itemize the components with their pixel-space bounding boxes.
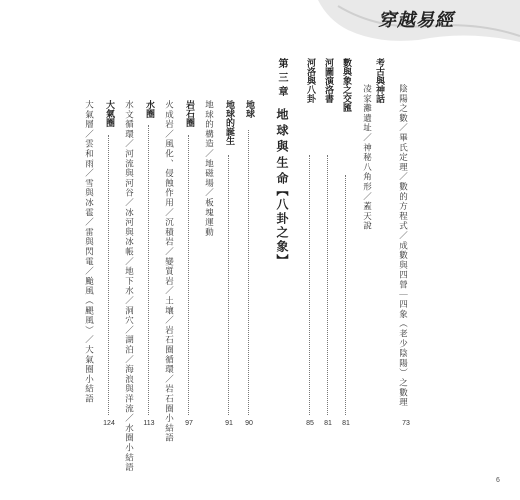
toc-page-number: 91 xyxy=(225,420,233,427)
toc-page-number: 90 xyxy=(245,420,253,427)
leader-dots xyxy=(345,175,346,415)
header-logo-text: 穿越易經 xyxy=(378,10,454,31)
toc-page-number: 124 xyxy=(103,420,115,427)
toc-page-number: 73 xyxy=(402,420,410,427)
toc-heading[interactable]: 河圖演洛書 xyxy=(323,58,333,103)
toc-heading[interactable]: 考古與神話 xyxy=(374,58,384,103)
toc-heading[interactable]: 數與象之交匯 xyxy=(341,58,351,112)
toc-subitems: 地球的構造／地磁場／板塊運動 xyxy=(203,100,214,238)
page-number: 6 xyxy=(496,477,500,484)
toc-page-number: 85 xyxy=(306,420,314,427)
toc-subitems: 凌家灘遺址／神秘八角形／蓋天說 xyxy=(361,84,372,231)
toc-subitems: 大氣層／雲和雨／雪與冰雹／雷與閃電／颱風（颶風）／大氣圈小結語 xyxy=(83,100,94,404)
toc-heading[interactable]: 水圈 xyxy=(144,100,154,118)
leader-dots xyxy=(188,135,189,415)
toc-heading[interactable]: 大氣圈 xyxy=(104,100,114,127)
leader-dots xyxy=(327,155,328,415)
toc-subitems: 水文循環／河流與河谷／冰河與冰帳／地下水／洞穴／湖泊／海浪與洋流／水圈小結語 xyxy=(123,100,134,473)
leader-dots xyxy=(309,155,310,415)
toc-heading[interactable]: 河洛與八卦 xyxy=(305,58,315,103)
toc-page-number: 97 xyxy=(185,420,193,427)
leader-dots xyxy=(248,130,249,415)
toc-subitems: 陰陽之數／畢氏定理／數的方程式／成數與四營｜四象（老少陰陽）之數理 xyxy=(397,84,408,408)
leader-dots xyxy=(148,125,149,415)
chapter-number: 第三章 xyxy=(276,58,287,100)
toc-page-number: 81 xyxy=(324,420,332,427)
toc-page-number: 113 xyxy=(143,420,155,427)
leader-dots xyxy=(108,135,109,415)
toc-page-number: 81 xyxy=(342,420,350,427)
toc-heading[interactable]: 岩石圈 xyxy=(184,100,194,127)
toc-heading[interactable]: 地球 xyxy=(244,100,254,118)
leader-dots xyxy=(228,155,229,415)
toc-heading[interactable]: 地球的誕生 xyxy=(224,100,234,145)
chapter-subtitle: 【八卦之象】 xyxy=(275,184,289,268)
chapter-title: 地球與生命 xyxy=(275,108,289,188)
toc-subitems: 火成岩／風化、侵蝕作用／沉積岩／變質岩／土壤／岩石圈循環／岩石圈小結語 xyxy=(163,100,174,443)
